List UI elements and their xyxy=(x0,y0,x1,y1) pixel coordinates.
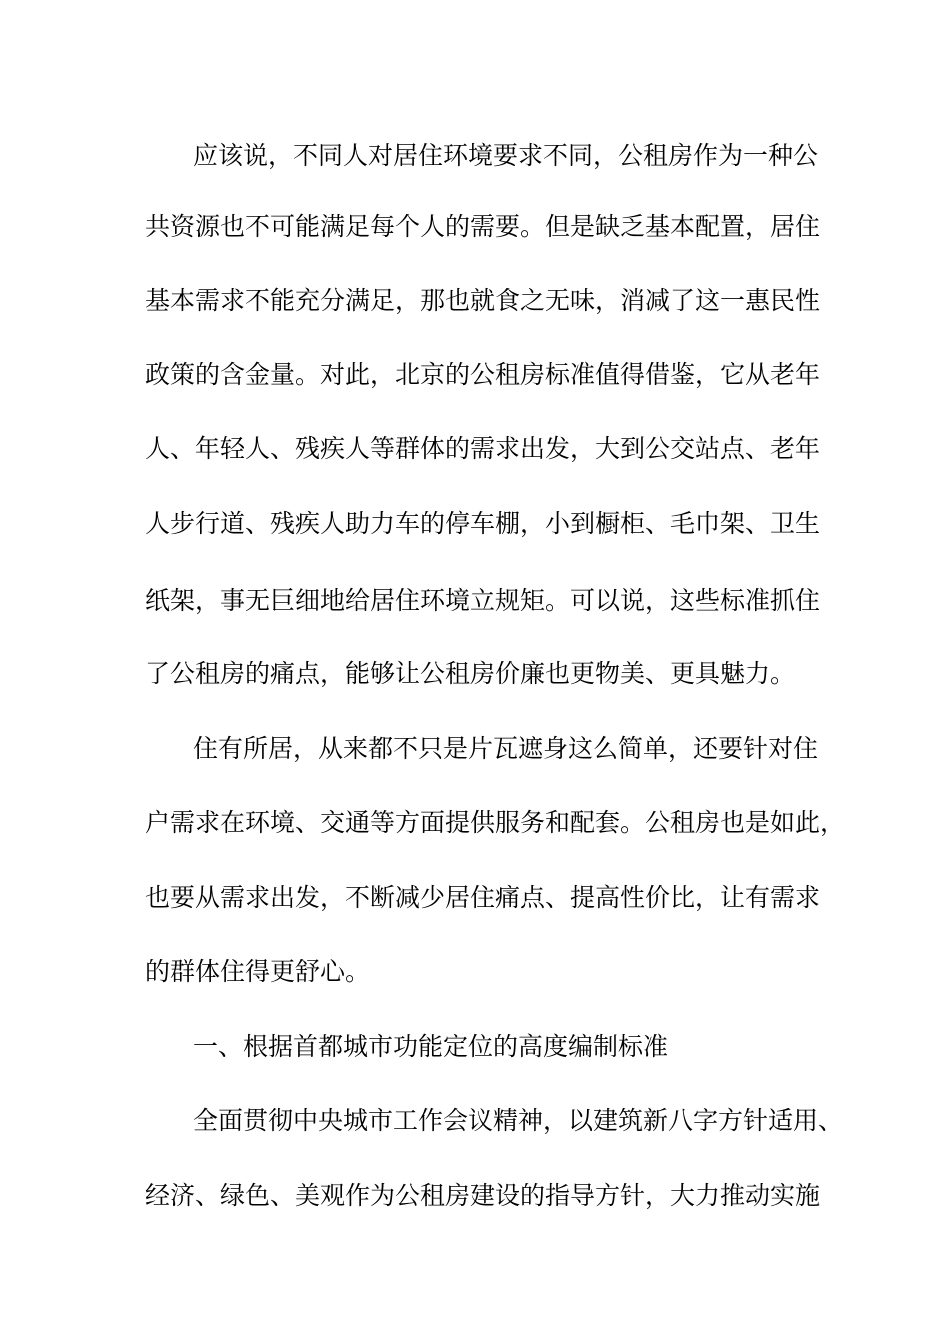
paragraph-1-line-4: 政策的含金量。对此，北京的公租房标准值得借鉴，它从老年 xyxy=(145,360,821,389)
paragraph-1-line-6: 人步行道、残疾人助力车的停车棚，小到橱柜、毛巾架、卫生 xyxy=(145,509,821,538)
paragraph-1-line-2: 共资源也不可能满足每个人的需要。但是缺乏基本配置，居住 xyxy=(145,212,821,241)
paragraph-2-line-1: 住有所居，从来都不只是片瓦遮身这么简单，还要针对住 xyxy=(193,734,819,763)
paragraph-2-line-2: 户需求在环境、交通等方面提供服务和配套。公租房也是如此， xyxy=(145,808,846,837)
paragraph-1-line-8: 了公租房的痛点，能够让公租房价廉也更物美、更具魅力。 xyxy=(145,659,796,688)
paragraph-3-line-1: 全面贯彻中央城市工作会议精神，以建筑新八字方针适用、 xyxy=(193,1106,844,1135)
paragraph-3-line-2: 经济、绿色、美观作为公租房建设的指导方针，大力推动实施 xyxy=(145,1181,821,1210)
paragraph-2-line-3: 也要从需求出发，不断减少居住痛点、提高性价比，让有需求 xyxy=(145,883,821,912)
paragraph-1-line-5: 人、年轻人、残疾人等群体的需求出发，大到公交站点、老年 xyxy=(145,434,821,463)
paragraph-1-line-7: 纸架，事无巨细地给居住环境立规矩。可以说，这些标准抓住 xyxy=(145,586,821,615)
section-heading: 一、根据首都城市功能定位的高度编制标准 xyxy=(193,1032,669,1061)
paragraph-1-line-1: 应该说，不同人对居住环境要求不同，公租房作为一种公 xyxy=(193,141,819,170)
paragraph-1-line-3: 基本需求不能充分满足，那也就食之无味，消减了这一惠民性 xyxy=(145,286,821,315)
paragraph-2-line-4: 的群体住得更舒心。 xyxy=(145,957,371,986)
